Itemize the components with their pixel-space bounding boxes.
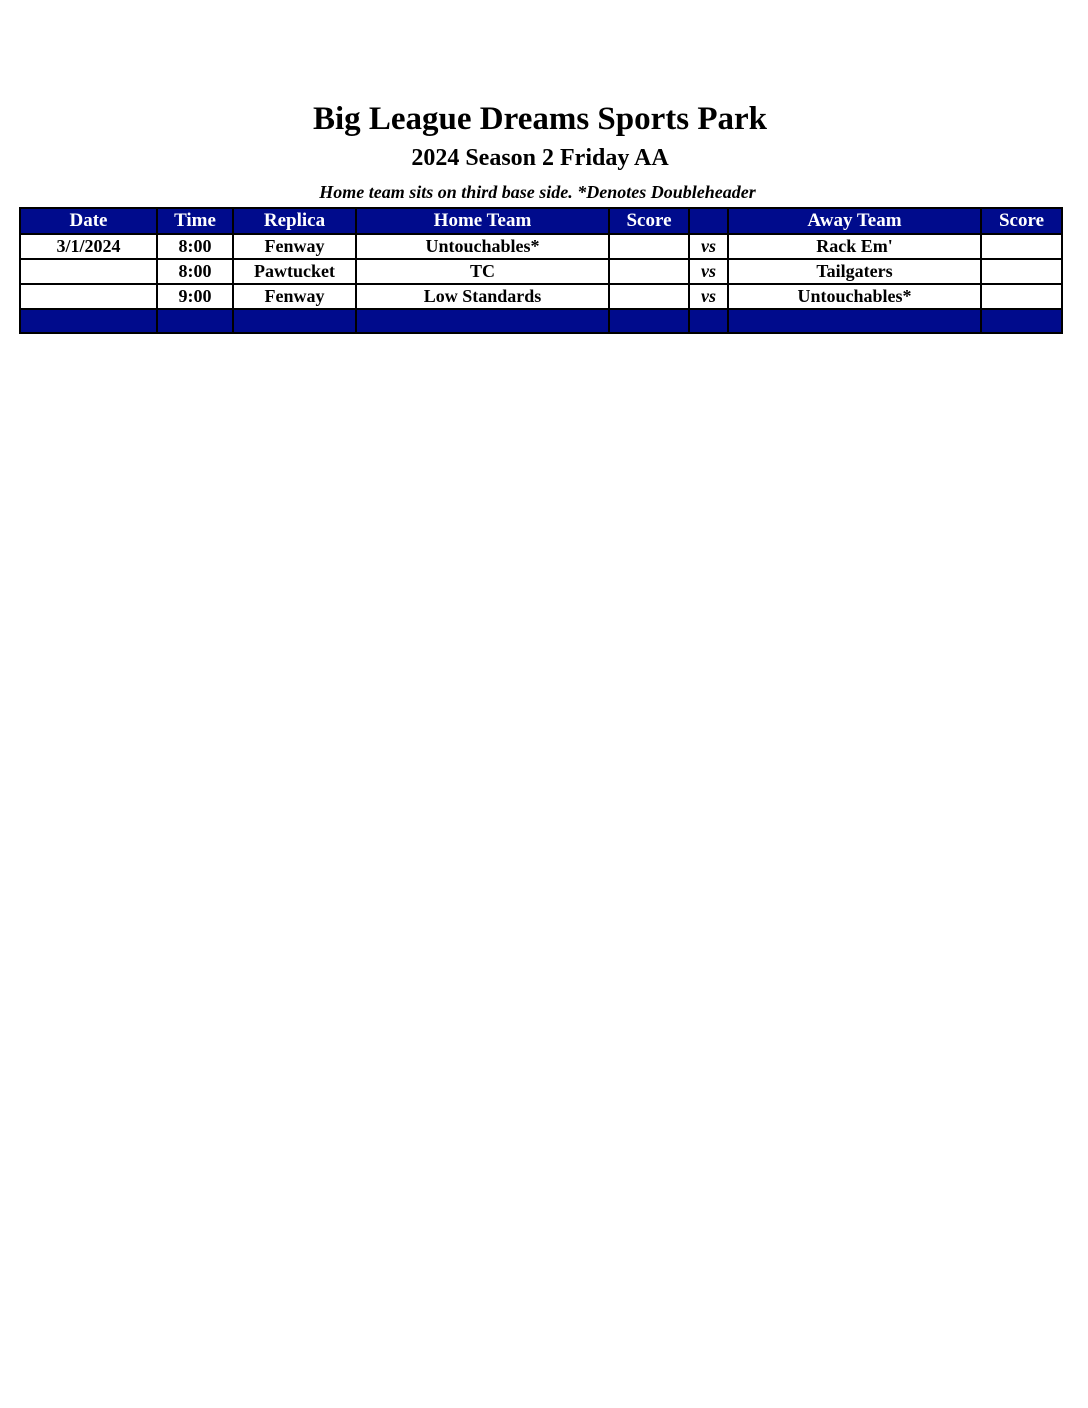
cell-home-score (609, 284, 689, 309)
cell-away-team: Untouchables* (728, 284, 981, 309)
column-header-away-score: Score (981, 208, 1062, 234)
footer-cell (233, 309, 356, 333)
cell-away-team: Tailgaters (728, 259, 981, 284)
footer-cell (981, 309, 1062, 333)
column-header-date: Date (20, 208, 157, 234)
column-header-home-score: Score (609, 208, 689, 234)
cell-replica: Pawtucket (233, 259, 356, 284)
cell-time: 8:00 (157, 234, 233, 259)
table-row (20, 284, 1062, 309)
column-header-replica: Replica (233, 208, 356, 234)
footer-cell (689, 309, 728, 333)
table-header-row (20, 208, 1062, 234)
table-row (20, 234, 1062, 259)
cell-away-team: Rack Em' (728, 234, 981, 259)
cell-vs: vs (689, 259, 728, 284)
column-header-away-team: Away Team (728, 208, 981, 234)
cell-home-team: TC (356, 259, 609, 284)
cell-away-score (981, 284, 1062, 309)
column-header-time: Time (157, 208, 233, 234)
cell-away-score (981, 259, 1062, 284)
cell-time: 8:00 (157, 259, 233, 284)
column-header-home-team: Home Team (356, 208, 609, 234)
footer-cell (609, 309, 689, 333)
cell-replica: Fenway (233, 234, 356, 259)
cell-home-team: Untouchables* (356, 234, 609, 259)
schedule-note: Home team sits on third base side. *Denotes Doubleheader (319, 182, 756, 202)
cell-time: 9:00 (157, 284, 233, 309)
cell-home-score (609, 234, 689, 259)
table-row (20, 259, 1062, 284)
footer-cell (356, 309, 609, 333)
column-header-vs (689, 208, 728, 234)
footer-cell (20, 309, 157, 333)
cell-vs: vs (689, 284, 728, 309)
cell-date (20, 259, 157, 284)
cell-home-score (609, 259, 689, 284)
cell-home-team: Low Standards (356, 284, 609, 309)
cell-vs: vs (689, 234, 728, 259)
table-footer-row (20, 309, 1062, 333)
cell-date (20, 284, 157, 309)
cell-away-score (981, 234, 1062, 259)
page-title: Big League Dreams Sports Park (312, 101, 768, 137)
footer-cell (157, 309, 233, 333)
schedule-table (19, 207, 1063, 334)
cell-replica: Fenway (233, 284, 356, 309)
footer-cell (728, 309, 981, 333)
cell-date: 3/1/2024 (20, 234, 157, 259)
page-subtitle: 2024 Season 2 Friday AA (411, 145, 669, 171)
